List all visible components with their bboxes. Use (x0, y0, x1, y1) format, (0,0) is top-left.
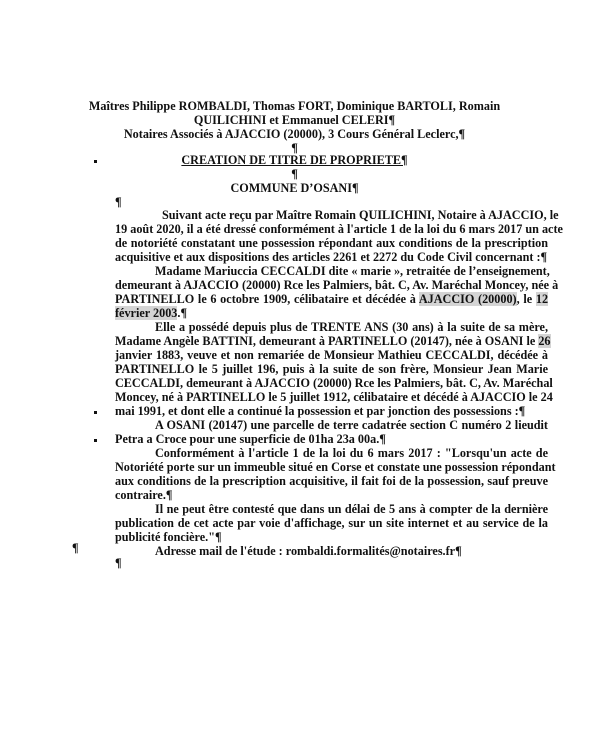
title-main-text: CREATION DE TITRE DE PROPRIETE¶ (181, 153, 408, 167)
pilcrow-mark: ¶ (72, 541, 79, 555)
para3-line-2-text: Madame Angèle BATTINI, demeurant à PARTINELLO (20147), née à OSANI le (115, 334, 539, 348)
highlight-place: AJACCIO (20000) (418, 292, 517, 306)
highlight-date: février 2003 (115, 306, 178, 320)
office-email: Adresse mail de l'étude : rombaldi.formalités@notaires.fr¶ (155, 544, 462, 558)
para6-line-3: publicité foncière."¶ (115, 530, 222, 544)
para2-line-3-text: PARTINELLO le 6 octobre 1909, célibataire et décédée à (115, 292, 419, 306)
title-commune: COMMUNE D’OSANI¶ (230, 181, 359, 195)
para3-line-2 (115, 334, 551, 349)
para1-line-1: Suivant acte reçu par Maître Romain QUILICHINI, Notaire à AJACCIO, le (162, 208, 559, 222)
title-pilcrow: ¶ (291, 167, 298, 181)
header-pilcrow: ¶ (291, 141, 298, 155)
para2-line-3-sep: , le (516, 292, 536, 306)
para4-line-2: Petra a Croce pour une superficie de 01ha 23a 00a.¶ (115, 432, 386, 446)
para6-line-1: Il ne peut être contesté que dans un délai de 5 ans à compter de la dernière (155, 502, 548, 516)
para3-line-5: CECCALDI, demeurant à AJACCIO (20000) Rce les Palmiers, bât. C, Av. Maréchal (115, 376, 553, 390)
para6-line-2: publication de cet acte par voie d'affichage, sur un site internet et au service de la (115, 516, 548, 530)
para2-line-3 (115, 293, 548, 307)
para5-line-4: contraire.¶ (115, 488, 173, 502)
header-line-2: QUILICHINI et Emmanuel CELERI¶ (193, 113, 396, 127)
para2-line-4-end: .¶ (177, 306, 188, 320)
para1-line-4: acquisitive et aux dispositions des articles 2261 et 2272 du Code Civil concernant :¶ (115, 250, 548, 264)
para5-line-1: Conformément à l'article 1 de la loi du 6 mars 2017 : "Lorsqu'un acte de (155, 446, 548, 460)
para1-line-2: 19 août 2020, il a été dressé conformément à l'article 1 de la loi du 6 mars 2017 un acte (115, 222, 563, 236)
header-line-1: Maîtres Philippe ROMBALDI, Thomas FORT, Dominique BARTOLI, Romain (88, 99, 501, 113)
para3-line-4: PARTINELLO le 5 juillet 196, puis à la suite de son frère, Monsieur Jean Marie (115, 362, 548, 376)
pilcrow-mark: ¶ (115, 195, 122, 209)
para2-line-1: Madame Mariuccia CECCALDI dite « marie », retraitée de l’enseignement, (155, 264, 550, 278)
para2-line-2: demeurant à AJACCIO (20000) Rce les Palmiers, bât. C, Av. Maréchal Moncey, née à (115, 278, 559, 292)
para5-line-3: aux conditions de la prescription acquisitive, il fait foi de la possession, sauf preuve (115, 474, 548, 488)
title-main (0, 154, 589, 168)
header-line-3: Notaires Associés à AJACCIO (20000), 3 Cours Général Leclerc,¶ (123, 127, 466, 141)
list-bullet (94, 411, 97, 414)
para3-line-1: Elle a possédé depuis plus de TRENTE ANS (30 ans) à la suite de sa mère, (155, 320, 548, 334)
para3-line-7: mai 1991, et dont elle a continué la possession et par jonction des possessions :¶ (115, 404, 526, 418)
highlight-day: 12 (535, 292, 549, 306)
highlight-birth-day: 26 (538, 334, 551, 348)
para3-line-3: janvier 1883, veuve et non remariée de Monsieur Mathieu CECCALDI, décédée à (115, 348, 548, 362)
para2-line-4 (115, 307, 548, 321)
para1-line-3: de notoriété constatant une possession répondant aux conditions de la prescription (115, 236, 548, 250)
para4-line-1: A OSANI (20147) une parcelle de terre cadatrée section C numéro 2 lieudit (155, 418, 548, 432)
pilcrow-mark: ¶ (115, 556, 122, 570)
list-bullet (94, 439, 97, 442)
para5-line-2: Notoriété porte sur un immeuble situé en Corse et constate une possession répondant (115, 460, 556, 474)
para3-line-6: Moncey, né à PARTINELLO le 5 juillet 1912, célibataire et décédé à AJACCIO le 24 (115, 390, 553, 404)
